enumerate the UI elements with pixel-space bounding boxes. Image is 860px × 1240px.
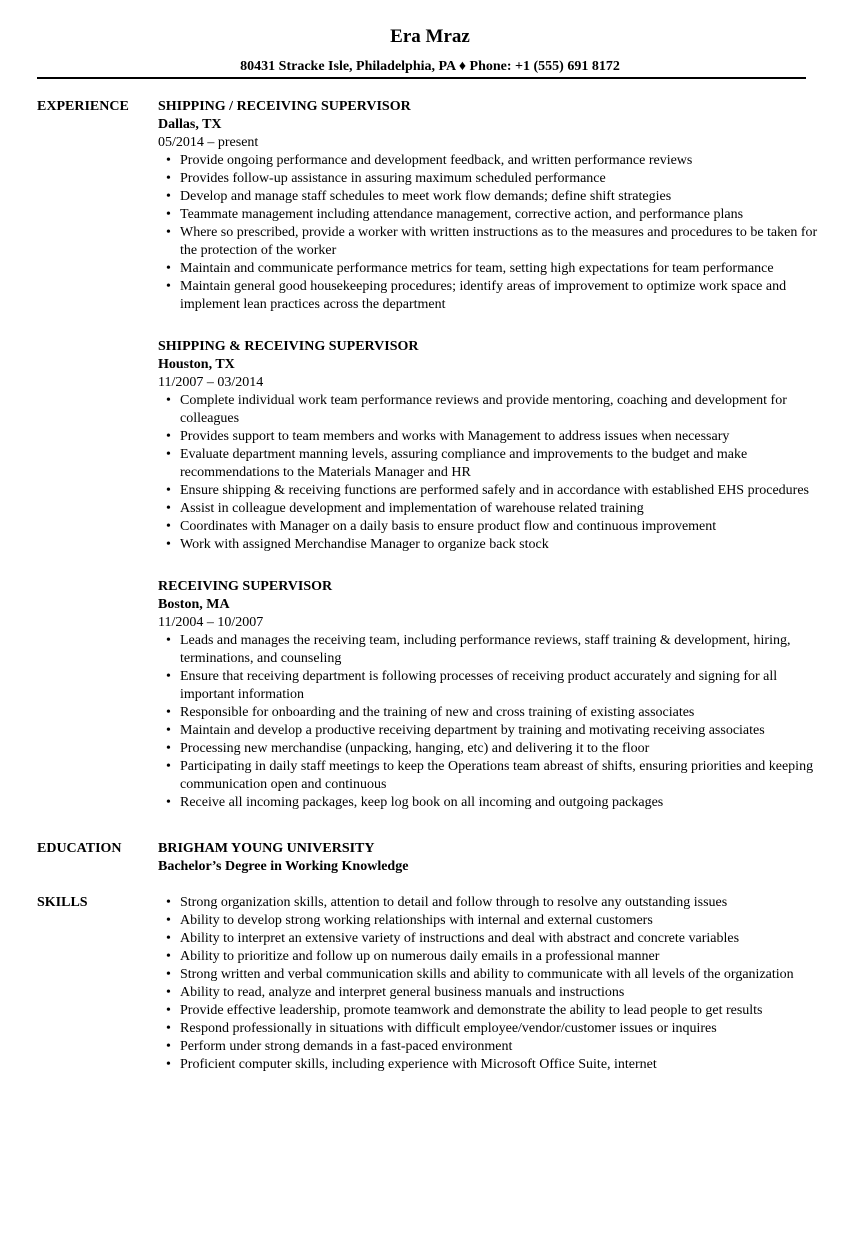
job-location: Dallas, TX	[158, 117, 222, 132]
bullet-item: • Evaluate department manning levels, assuring compliance and improvements to the budget and make recommendations to the Materials Manager and HR	[158, 446, 827, 482]
job-title: SHIPPING & RECEIVING SUPERVISOR	[158, 339, 419, 354]
resume-name: Era Mraz	[390, 26, 470, 47]
skill-item: • Provide effective leadership, promote teamwork and demonstrate the ability to lead people to get results	[158, 1002, 827, 1020]
bullet-item: • Assist in colleague development and implementation of warehouse related training	[158, 500, 827, 518]
bullet-item: • Processing new merchandise (unpacking, hanging, etc) and delivering it to the floor	[158, 740, 827, 758]
job-bullets	[158, 392, 827, 554]
bullet-item: • Complete individual work team performance reviews and provide mentoring, coaching and development for colleagues	[158, 392, 827, 428]
skill-item: • Perform under strong demands in a fast-paced environment	[158, 1038, 827, 1056]
job-bullets	[158, 632, 827, 812]
bullet-item: • Maintain and develop a productive receiving department by training and motivating receiving associates	[158, 722, 827, 740]
job-entry	[158, 98, 827, 314]
skill-item: • Ability to interpret an extensive variety of instructions and deal with abstract and concrete variables	[158, 930, 827, 948]
job-location: Boston, MA	[158, 597, 230, 612]
bullet-item: • Work with assigned Merchandise Manager to organize back stock	[158, 536, 827, 554]
bullet-item: • Provides support to team members and works with Management to address issues when necessary	[158, 428, 827, 446]
skill-item: • Respond professionally in situations with difficult employee/vendor/customer issues or inquires	[158, 1020, 827, 1038]
education-section	[37, 840, 827, 876]
job-bullets	[158, 152, 827, 314]
skill-item: • Ability to read, analyze and interpret general business manuals and instructions	[158, 984, 827, 1002]
job-title: SHIPPING / RECEIVING SUPERVISOR	[158, 99, 411, 114]
bullet-item: • Coordinates with Manager on a daily basis to ensure product flow and continuous improvement	[158, 518, 827, 536]
experience-section	[37, 98, 827, 812]
bullet-item: • Provides follow-up assistance in assuring maximum scheduled performance	[158, 170, 827, 188]
bullet-item: • Where so prescribed, provide a worker with written instructions as to the measures and procedures to be taken for the protection of the worker	[158, 224, 827, 260]
job-dates: 05/2014 – present	[158, 135, 259, 150]
section-label-experience: EXPERIENCE	[37, 99, 129, 114]
skill-item: • Ability to develop strong working relationships with internal and external customers	[158, 912, 827, 930]
bullet-item: • Ensure that receiving department is following processes of receiving product accurately and signing for all important information	[158, 668, 827, 704]
job-dates: 11/2007 – 03/2014	[158, 375, 264, 390]
bullet-item: • Responsible for onboarding and the training of new and cross training of existing associates	[158, 704, 827, 722]
job-title: RECEIVING SUPERVISOR	[158, 579, 333, 594]
job-dates: 11/2004 – 10/2007	[158, 615, 264, 630]
experience-jobs	[158, 98, 827, 812]
header-divider	[37, 77, 806, 79]
section-label-skills: SKILLS	[37, 895, 88, 910]
bullet-item: • Ensure shipping & receiving functions are performed safely and in accordance with established EHS procedures	[158, 482, 827, 500]
job-location: Houston, TX	[158, 357, 235, 372]
degree: Bachelor’s Degree in Working Knowledge	[158, 859, 409, 874]
bullet-item: • Maintain and communicate performance metrics for team, setting high expectations for team performance	[158, 260, 827, 278]
skill-item: • Strong organization skills, attention to detail and follow through to resolve any outstanding issues	[158, 894, 827, 912]
skills-list	[158, 894, 827, 1074]
resume-body	[37, 98, 827, 1074]
bullet-item: • Teammate management including attendance management, corrective action, and performance plans	[158, 206, 827, 224]
bullet-item: • Maintain general good housekeeping procedures; identify areas of improvement to optimize work space and implement lean practices across the department	[158, 278, 827, 314]
skill-item: • Proficient computer skills, including experience with Microsoft Office Suite, internet	[158, 1056, 827, 1074]
bullet-item: • Provide ongoing performance and development feedback, and written performance reviews	[158, 152, 827, 170]
bullet-item: • Leads and manages the receiving team, including performance reviews, staff training & development, hiring, terminations, and counseling	[158, 632, 827, 668]
bullet-item: • Develop and manage staff schedules to meet work flow demands; define shift strategies	[158, 188, 827, 206]
school-name: BRIGHAM YOUNG UNIVERSITY	[158, 841, 375, 856]
skill-item: • Strong written and verbal communication skills and ability to communicate with all levels of the organization	[158, 966, 827, 984]
contact-line: 80431 Stracke Isle, Philadelphia, PA ♦ Phone: +1 (555) 691 8172	[240, 59, 620, 74]
bullet-item: • Participating in daily staff meetings to keep the Operations team abreast of shifts, ensuring priorities and keeping communication open and continuous	[158, 758, 827, 794]
job-entry	[158, 338, 827, 554]
section-label-education: EDUCATION	[37, 841, 122, 856]
job-entry	[158, 578, 827, 812]
skill-item: • Ability to prioritize and follow up on numerous daily emails in a professional manner	[158, 948, 827, 966]
skills-section	[37, 894, 827, 1074]
bullet-item: • Receive all incoming packages, keep log book on all incoming and outgoing packages	[158, 794, 827, 812]
